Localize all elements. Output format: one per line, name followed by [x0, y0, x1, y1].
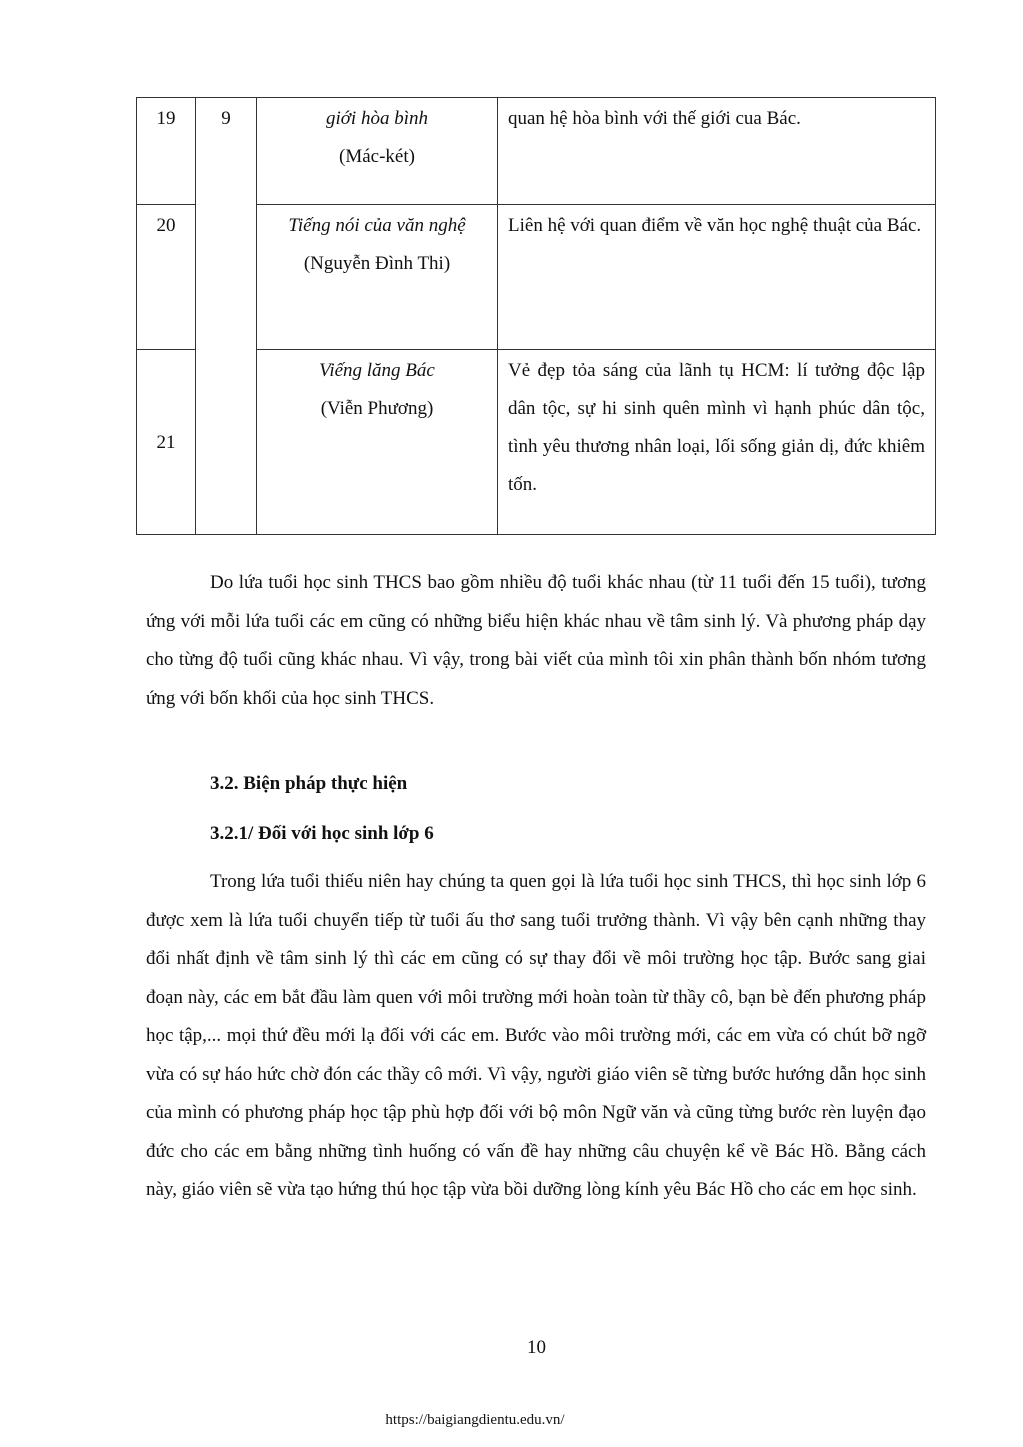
table-cell-work [257, 205, 498, 350]
table-cell-note: Vẻ đẹp tỏa sáng của lãnh tụ HCM: lí tưởng độc lập dân tộc, sự hi sinh quên mình vì hạnh phúc dân tộc, tình yêu thương nhân loại, lối sống giản dị, đức khiêm tốn. [498, 350, 936, 535]
paragraph-intro: Do lứa tuổi học sinh THCS bao gồm nhiều độ tuổi khác nhau (từ 11 tuổi đến 15 tuổi), tương ứng với mỗi lứa tuổi các em cũng có những biểu hiện khác nhau về tâm sinh lý. Và phương pháp dạy cho từng độ tuổi cũng khác nhau. Vì vậy, trong bài viết của mình tôi xin phân thành bốn nhóm tương ứng với bốn khối của học sinh THCS. [146, 572, 926, 709]
table-cell-stt: 21 [137, 350, 196, 535]
work-title: Viếng lăng Bác [319, 360, 435, 381]
table-cell-stt: 20 [137, 205, 196, 350]
table-cell-note: Liên hệ với quan điểm về văn học nghệ thuật của Bác. [498, 205, 936, 350]
work-author: (Mác-két) [339, 146, 415, 167]
work-title: Tiếng nói của văn nghệ [288, 215, 466, 236]
page-number: 10 [527, 1337, 546, 1358]
table-row [137, 205, 936, 350]
work-title: giới hòa bình [326, 108, 428, 129]
table-row [137, 350, 936, 535]
section-heading: 3.2. Biện pháp thực hiện [210, 773, 408, 794]
table-cell-note: quan hệ hòa bình với thế giới cua Bác. [498, 98, 936, 205]
table-cell-stt: 19 [137, 98, 196, 205]
subsection-heading: 3.2.1/ Đối với học sinh lớp 6 [210, 823, 434, 844]
table-cell-work [257, 350, 498, 535]
work-author: (Nguyễn Đình Thi) [303, 253, 451, 274]
lesson-table [136, 97, 936, 535]
footer-url-link[interactable]: https://baigiangdientu.edu.vn/ [385, 1412, 565, 1428]
table-cell-work [257, 98, 498, 205]
paragraph-grade6: Trong lứa tuổi thiếu niên hay chúng ta quen gọi là lứa tuổi học sinh THCS, thì học sinh lớp 6 được xem là lứa tuổi chuyển tiếp từ tuổi ấu thơ sang tuổi trưởng thành. Vì vậy bên cạnh những thay đổi nhất định về tâm sinh lý thì các em cũng có sự thay đổi về môi trường học tập. Bước sang giai đoạn này, các em bắt đầu làm quen với môi trường mới hoàn toàn từ thầy cô, bạn bè đến phương pháp học tập,... mọi thứ đều mới lạ đối với các em. Bước vào môi trường mới, các em vừa có chút bỡ ngỡ vừa có sự háo hức chờ đón các thầy cô mới. Vì vậy, người giáo viên sẽ từng bước hướng dẫn học sinh của mình có phương pháp học tập phù hợp đối với bộ môn Ngữ văn và cũng từng bước rèn luyện đạo đức cho các em bằng những tình huống có vấn đề hay những câu chuyện kể về Bác Hồ. Bằng cách này, giáo viên sẽ vừa tạo hứng thú học tập vừa bồi dưỡng lòng kính yêu Bác Hồ cho các em học sinh. [146, 871, 926, 1200]
work-author: (Viễn Phương) [320, 398, 434, 419]
table-row [137, 98, 936, 205]
table-cell-grade: 9 [196, 98, 257, 535]
